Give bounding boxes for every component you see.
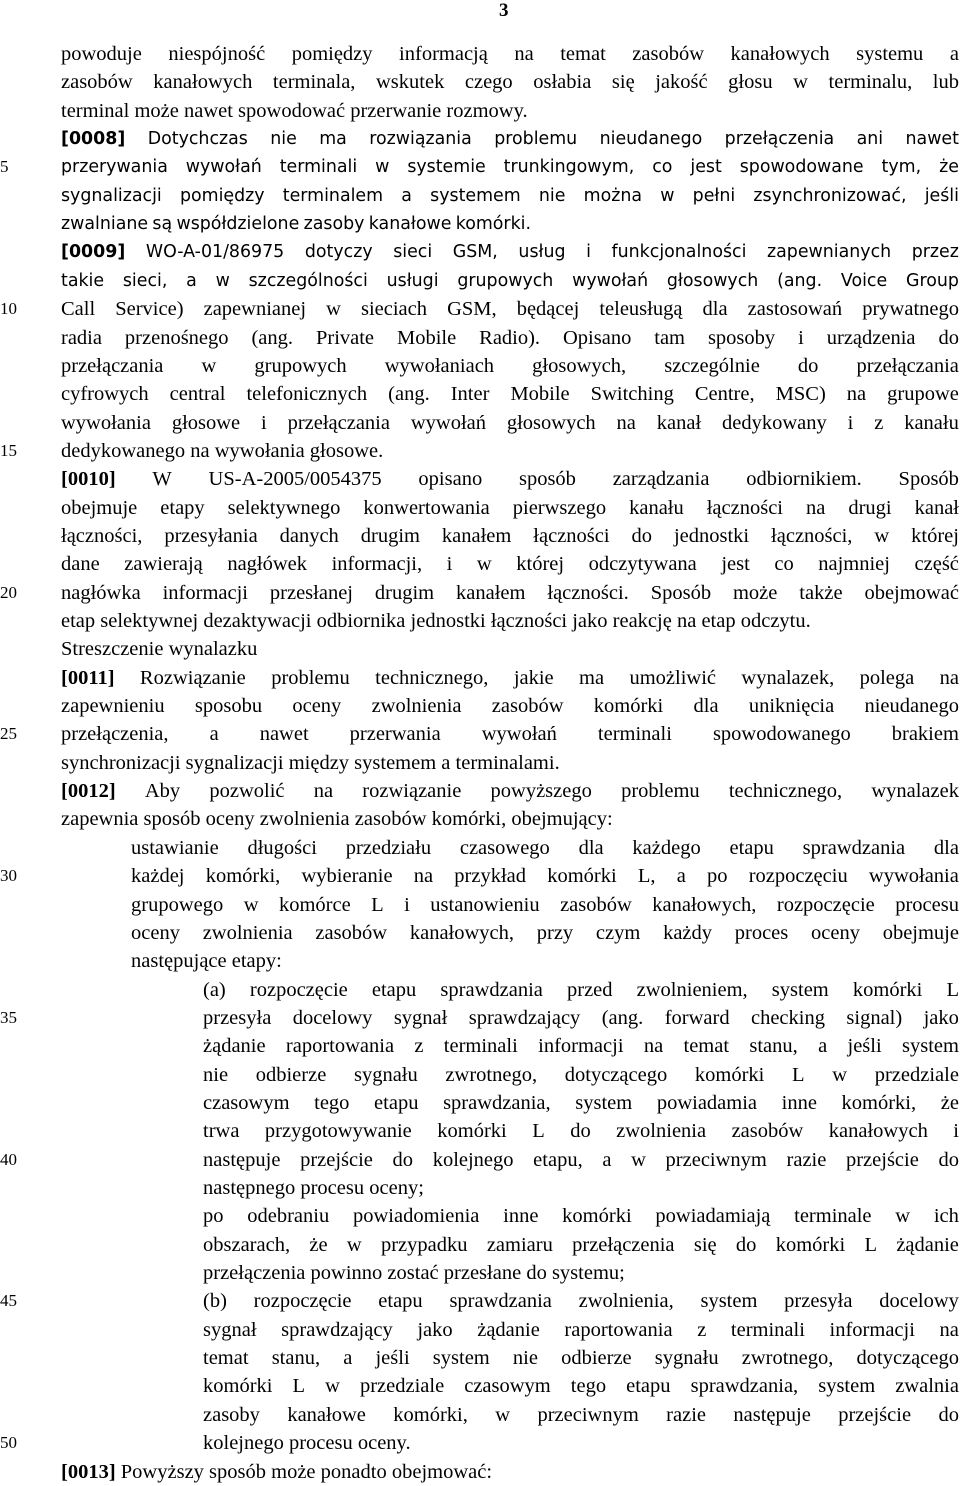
text-line: następnego procesu oceny; bbox=[203, 1177, 424, 1199]
margin-line-number: 15 bbox=[0, 440, 17, 460]
text-line: obejmuje etapy selektywnego konwertowania pierwszego kanału łączności na drugi kanał bbox=[61, 496, 959, 519]
text-line: oceny zwolnienia zasobów kanałowych, przy czym każdy proces oceny obejmuje bbox=[131, 921, 959, 944]
margin-line-number: 5 bbox=[0, 157, 9, 177]
text-line: następuje przejście do kolejnego etapu, a w przeciwnym razie przejście do bbox=[203, 1148, 959, 1171]
text-line: po odebraniu powiadomienia inne komórki powiadamiają terminale w ich bbox=[203, 1205, 959, 1228]
text-line: następujące etapy: bbox=[131, 950, 282, 973]
text-line: żądanie raportowania z terminali informacji na temat stanu, a jeśli system bbox=[203, 1035, 959, 1058]
text-line: dedykowanego na wywołania głosowe. bbox=[61, 439, 384, 462]
text-line: [0011] Rozwiązanie problemu technicznego, jakie ma umożliwić wynalazek, polega na bbox=[61, 666, 959, 689]
text-line: łączności, przesyłania danych drugim kanałem łączności do jednostki łączności, w której bbox=[61, 524, 959, 547]
text-line: [0009] WO-A-01/86975 dotyczy sieci GSM, usług i funkcjonalności zapewnianych przez bbox=[61, 242, 959, 263]
text-line: przełączenia powinno zostać przesłane do systemu; bbox=[203, 1262, 625, 1285]
text-line: trwa przygotowywanie komórki L do zwolnienia zasobów kanałowych i bbox=[203, 1120, 959, 1143]
text-line: sygnał sprawdzający jako żądanie raportowania z terminali informacji na bbox=[203, 1318, 959, 1341]
text-line: zasoby kanałowe komórki, w przeciwnym razie następuje przejście do bbox=[203, 1403, 959, 1426]
text-line: Streszczenie wynalazku bbox=[61, 638, 258, 661]
text-line: nie odbierze sygnału zwrotnego, dotyczącego komórki L w przedziale bbox=[203, 1063, 959, 1086]
text-line: komórki L w przedziale czasowym tego etapu sprawdzania, system zwalnia bbox=[203, 1375, 959, 1398]
text-line: (a) rozpoczęcie etapu sprawdzania przed zwolnieniem, system komórki L bbox=[203, 978, 959, 1001]
text-line: [0008] Dotychczas nie ma rozwiązania problemu nieudanego przełączenia ani nawet bbox=[61, 129, 959, 150]
margin-line-number: 45 bbox=[0, 1291, 17, 1311]
text-line: dane zawierają nagłówek informacji, i w której odczytywana jest co najmniej część bbox=[61, 553, 959, 576]
text-line: przełączenia, a nawet przerwania wywołań terminali spowodowanego brakiem bbox=[61, 723, 959, 746]
text-line: Call Service) zapewnianej w sieciach GSM, będącej teleusługą dla zastosowań prywatnego bbox=[61, 298, 959, 321]
margin-line-number: 30 bbox=[0, 866, 17, 886]
text-line: terminal może nawet spowodować przerwanie rozmowy. bbox=[61, 99, 528, 122]
text-line: sygnalizacji pomiędzy terminalem a systemem nie można w pełni zsynchronizować, jeśli bbox=[61, 185, 959, 206]
text-line: przełączania w grupowych wywołaniach głosowych, szczególnie do przełączania bbox=[61, 354, 959, 377]
text-line: przerywania wywołań terminali w systemie trunkingowym, co jest spowodowane tym, że bbox=[61, 157, 959, 178]
margin-line-number: 20 bbox=[0, 582, 17, 602]
margin-line-number: 50 bbox=[0, 1433, 17, 1453]
text-line: powoduje niespójność pomiędzy informacją na temat zasobów kanałowych systemu a bbox=[61, 43, 959, 65]
text-line: wywołania głosowe i przełączania wywołań głosowych na kanał dedykowany i z kanału bbox=[61, 411, 959, 434]
margin-line-number: 40 bbox=[0, 1149, 17, 1169]
text-line: [0012] Aby pozwolić na rozwiązanie powyższego problemu technicznego, wynalazek bbox=[61, 780, 959, 803]
text-line: etap selektywnej dezaktywacji odbiornika jednostki łączności jako reakcję na etap odczytu. bbox=[61, 610, 811, 632]
text-line: temat stanu, a jeśli system nie odbierze sygnału zwrotnego, dotyczącego bbox=[203, 1347, 959, 1370]
margin-line-number: 10 bbox=[0, 299, 17, 319]
text-line: zapewnieniu sposobu oceny zwolnienia zasobów komórki dla uniknięcia nieudanego bbox=[61, 695, 959, 718]
text-line: radia przenośnego (ang. Private Mobile Radio). Opisano tam sposoby i urządzenia do bbox=[61, 326, 959, 349]
text-line: nagłówka informacji przesłanej drugim kanałem łączności. Sposób może także obejmować bbox=[61, 581, 959, 604]
text-line: czasowym tego etapu sprawdzania, system powiadamia inne komórki, że bbox=[203, 1091, 959, 1114]
margin-line-number: 25 bbox=[0, 724, 17, 744]
text-line: [0013] Powyższy sposób może ponadto obejmować: bbox=[61, 1460, 493, 1483]
text-line: zasobów kanałowych terminala, wskutek czego osłabia się jakość głosu w terminalu, lub bbox=[61, 71, 959, 94]
text-line: przesyła docelowy sygnał sprawdzający (ang. forward checking signal) jako bbox=[203, 1006, 959, 1029]
text-line: cyfrowych central telefonicznych (ang. Inter Mobile Switching Centre, MSC) na grupowe bbox=[61, 383, 959, 406]
text-line: zapewnia sposób oceny zwolnienia zasobów komórki, obejmujący: bbox=[61, 808, 613, 831]
text-line: [0010] W US-A-2005/0054375 opisano sposób zarządzania odbiornikiem. Sposób bbox=[61, 468, 959, 491]
margin-line-number: 35 bbox=[0, 1007, 17, 1027]
text-line: kolejnego procesu oceny. bbox=[203, 1432, 411, 1455]
text-line: synchronizacji sygnalizacji między systemem a terminalami. bbox=[61, 751, 560, 774]
text-line: grupowego w komórce L i ustanowieniu zasobów kanałowych, rozpoczęcie procesu bbox=[131, 893, 959, 916]
text-line: ustawianie długości przedziału czasowego dla każdego etapu sprawdzania dla bbox=[131, 836, 959, 859]
text-line: takie sieci, a w szczególności usługi grupowych wywołań głosowych (ang. Voice Group bbox=[61, 270, 959, 291]
text-line: zwalniane są współdzielone zasoby kanałowe komórki. bbox=[61, 214, 532, 235]
text-line: każdej komórki, wybieranie na przykład komórki L, a po rozpoczęciu wywołania bbox=[131, 865, 959, 888]
text-line: (b) rozpoczęcie etapu sprawdzania zwolnienia, system przesyła docelowy bbox=[203, 1290, 959, 1313]
text-line: obszarach, że w przypadku zamiaru przełączenia się do komórki L żądanie bbox=[203, 1233, 959, 1256]
page-number: 3 bbox=[499, 0, 509, 21]
